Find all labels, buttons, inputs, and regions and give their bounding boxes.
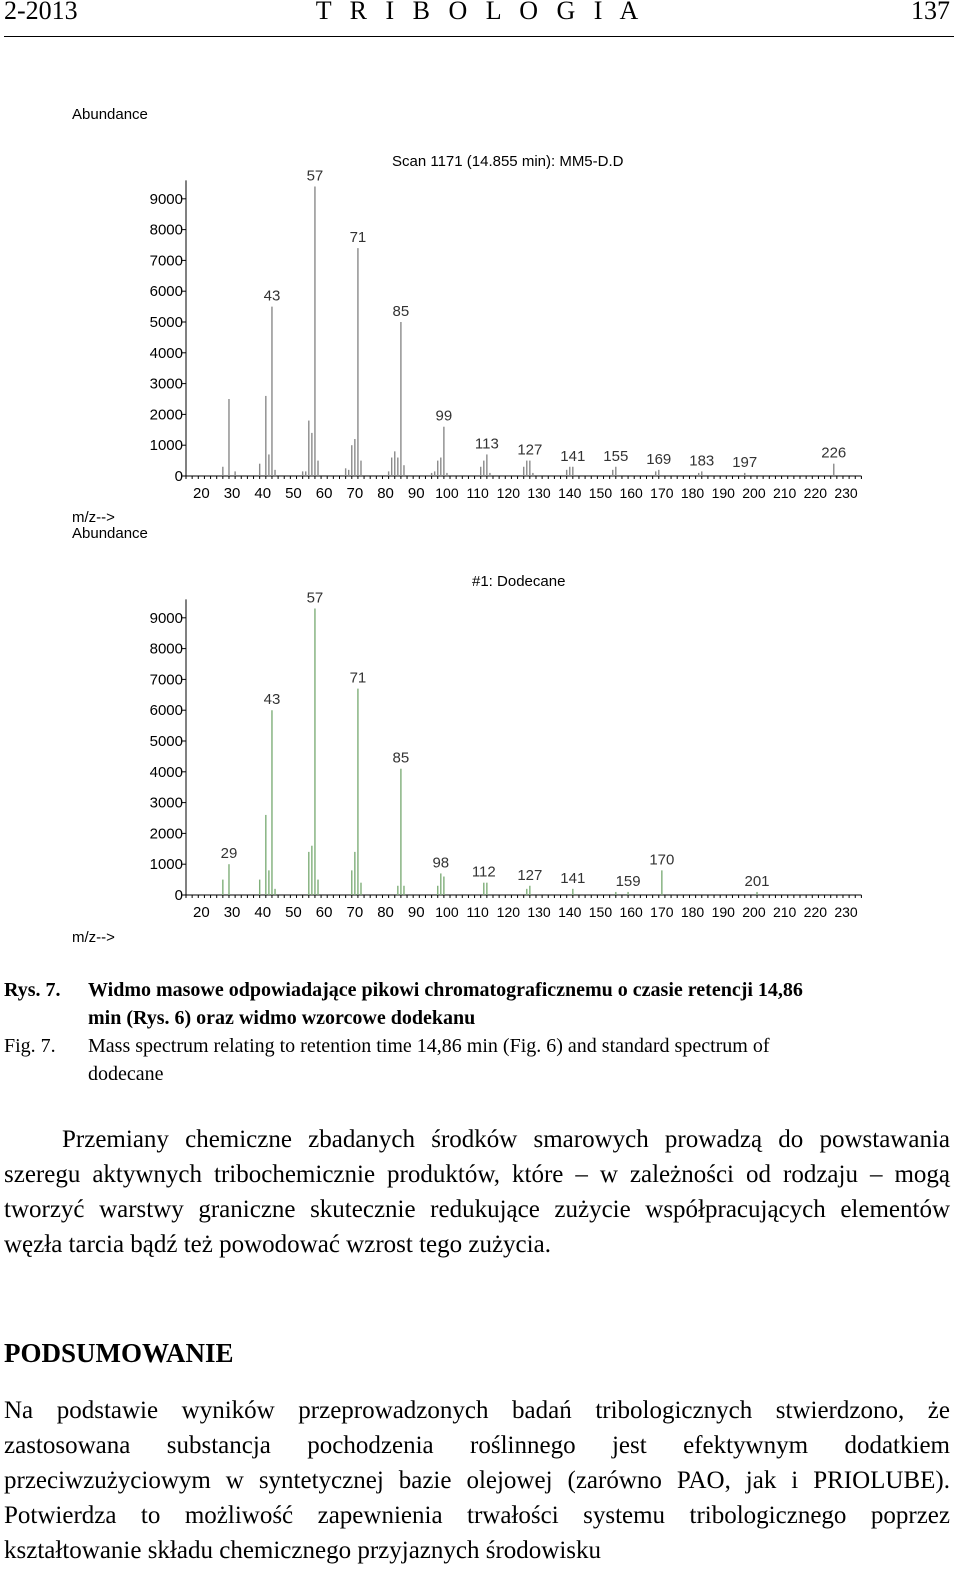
x-tick-label: 100 [435, 485, 459, 501]
y-tick-label: 7000 [149, 671, 183, 689]
x-tick-label: 40 [254, 904, 272, 921]
peak-label: 127 [517, 441, 543, 459]
x-tick-label: 70 [346, 904, 364, 921]
peak-label: 201 [744, 872, 770, 890]
y-tick-label: 5000 [149, 314, 183, 331]
x-tick-label: 190 [711, 904, 735, 920]
figure-caption-polish [4, 976, 954, 1032]
x-tick-label: 80 [377, 904, 394, 921]
caption-text: dodecane [88, 1063, 164, 1085]
y-tick-label: 3000 [149, 375, 183, 393]
x-tick-label: 60 [315, 485, 333, 502]
x-tick-label: 30 [223, 485, 241, 502]
y-tick-label: 0 [174, 468, 183, 485]
x-tick-label: 90 [407, 485, 425, 502]
caption-label: Fig. 7. [4, 1035, 56, 1057]
page-number: 137 [911, 0, 950, 25]
x-tick-label: 160 [619, 904, 643, 920]
caption-text: min (Rys. 6) oraz widmo wzorcowe dodekanu [88, 1007, 476, 1029]
y-tick-label: 8000 [149, 640, 183, 658]
x-tick-label: 100 [435, 904, 459, 920]
peak-label: 141 [560, 447, 586, 465]
y-tick-label: 4000 [149, 763, 183, 781]
x-tick-label: 190 [711, 485, 735, 501]
peak-label: 57 [306, 589, 324, 607]
x-tick-label: 200 [742, 904, 766, 920]
x-tick-label: 60 [315, 904, 333, 921]
figure-caption-english [4, 1032, 954, 1088]
x-tick-label: 140 [558, 904, 582, 920]
y-tick-label: 5000 [149, 733, 183, 750]
x-tick-label: 140 [558, 485, 582, 501]
x-tick-label: 160 [619, 485, 643, 501]
x-tick-label: 180 [680, 485, 705, 501]
x-tick-label: 150 [588, 485, 613, 501]
x-tick-label: 210 [772, 904, 797, 920]
x-tick-label: 90 [407, 904, 425, 921]
peak-label: 112 [471, 863, 496, 881]
x-tick-label: 220 [803, 485, 828, 501]
chart-title: #1: Dodecane [472, 573, 566, 590]
x-tick-label: 170 [650, 904, 674, 920]
x-tick-label: 230 [834, 485, 858, 501]
x-tick-label: 180 [680, 904, 705, 920]
x-tick-label: 210 [772, 485, 797, 501]
x-tick-label: 70 [346, 485, 364, 502]
peak-label: 43 [263, 691, 281, 709]
x-tick-label: 50 [285, 485, 302, 502]
peak-label: 141 [560, 869, 586, 887]
y-tick-label: 0 [174, 887, 183, 904]
x-tick-label: 110 [466, 485, 489, 501]
peak-label: 98 [432, 854, 450, 872]
peak-label: 113 [474, 435, 499, 453]
x-tick-label: 230 [834, 904, 858, 920]
sample-mass-spectrum [72, 106, 861, 526]
x-tick-label: 130 [527, 485, 551, 501]
x-tick-label: 80 [377, 485, 394, 502]
peak-label: 85 [392, 303, 410, 320]
issue-number: 2-2013 [4, 0, 78, 25]
caption-text: Widmo masowe odpowiadające pikowi chromatograficznemu o czasie retencji 14,86 [88, 979, 803, 1001]
y-tick-label: 7000 [149, 252, 183, 270]
peak-label: 71 [349, 229, 367, 247]
x-tick-label: 200 [742, 485, 766, 501]
peak-label: 29 [220, 845, 238, 863]
peak-label: 170 [649, 851, 675, 869]
peak-label: 155 [603, 447, 629, 465]
y-axis-title: Abundance [72, 106, 148, 123]
body-paragraph: Na podstawie wyników przeprowadzonych badań tribologicznych stwierdzono, że zastosowana substancja pochodzenia roślinnego jest efektywnym dodatkiem przeciwzużyciowym w syntetycznej bazie olejowej (zarówno PAO, jak i PRIOLUBE). Potwierdza to możliwość zapewnienia trwałości systemu tribologicznego poprzez kształtowanie składu chemicznego przyjaznych środowisku [4, 1397, 950, 1564]
caption-label: Rys. 7. [4, 979, 61, 1001]
peak-label: 43 [263, 287, 281, 305]
journal-title: T R I B O L O G I A [315, 0, 645, 25]
y-tick-label: 9000 [149, 609, 183, 627]
x-tick-label: 40 [254, 485, 272, 502]
y-tick-label: 2000 [149, 825, 183, 843]
peak-label: 169 [646, 450, 672, 468]
y-tick-label: 9000 [149, 190, 183, 208]
x-tick-label: 30 [223, 904, 241, 921]
body-paragraph: Przemiany chemiczne zbadanych środków smarowych prowadzą do powstawania szeregu aktywnych tribochemicznie produktów, które – w zależności od rodzaju – mogą tworzyć warstwy graniczne skutecznie redukujące zużycie współpracujących elementów węzła tarcia bądź też powodować wzrost tego zużycia. [4, 1126, 950, 1258]
y-axis-title: Abundance [72, 525, 148, 542]
peak-label: 159 [615, 872, 641, 890]
y-tick-label: 1000 [149, 437, 183, 455]
y-tick-label: 8000 [149, 221, 183, 239]
caption-text: Mass spectrum relating to retention time 14,86 min (Fig. 6) and standard spectrum of [88, 1035, 770, 1057]
peak-label: 71 [349, 669, 367, 687]
peak-label: 127 [517, 866, 543, 884]
y-tick-label: 6000 [149, 702, 183, 720]
reference-mass-spectrum [72, 525, 861, 946]
peak-label: 226 [821, 444, 847, 462]
x-tick-label: 130 [527, 904, 551, 920]
x-tick-label: 120 [496, 485, 521, 501]
peak-label: 197 [732, 453, 758, 471]
x-axis-title: m/z--> [72, 929, 115, 946]
y-tick-label: 3000 [149, 794, 183, 812]
y-tick-label: 2000 [149, 406, 183, 424]
y-tick-label: 4000 [149, 344, 183, 362]
x-tick-label: 170 [650, 485, 674, 501]
x-tick-label: 150 [588, 904, 613, 920]
peak-label: 183 [689, 452, 715, 470]
x-tick-label: 20 [193, 485, 210, 502]
x-axis-title: m/z--> [72, 509, 115, 526]
y-tick-label: 1000 [149, 856, 183, 874]
x-tick-label: 50 [285, 904, 302, 921]
x-tick-label: 120 [496, 904, 521, 920]
peak-label: 85 [392, 749, 410, 767]
x-tick-label: 220 [803, 904, 828, 920]
y-tick-label: 6000 [149, 283, 183, 301]
section-heading: PODSUMOWANIE [4, 1338, 234, 1368]
x-tick-label: 110 [466, 904, 489, 920]
peak-label: 57 [306, 167, 324, 185]
x-tick-label: 20 [193, 904, 210, 921]
peak-label: 99 [435, 407, 453, 425]
chart-title: Scan 1171 (14.855 min): MM5-D.D [392, 153, 624, 170]
